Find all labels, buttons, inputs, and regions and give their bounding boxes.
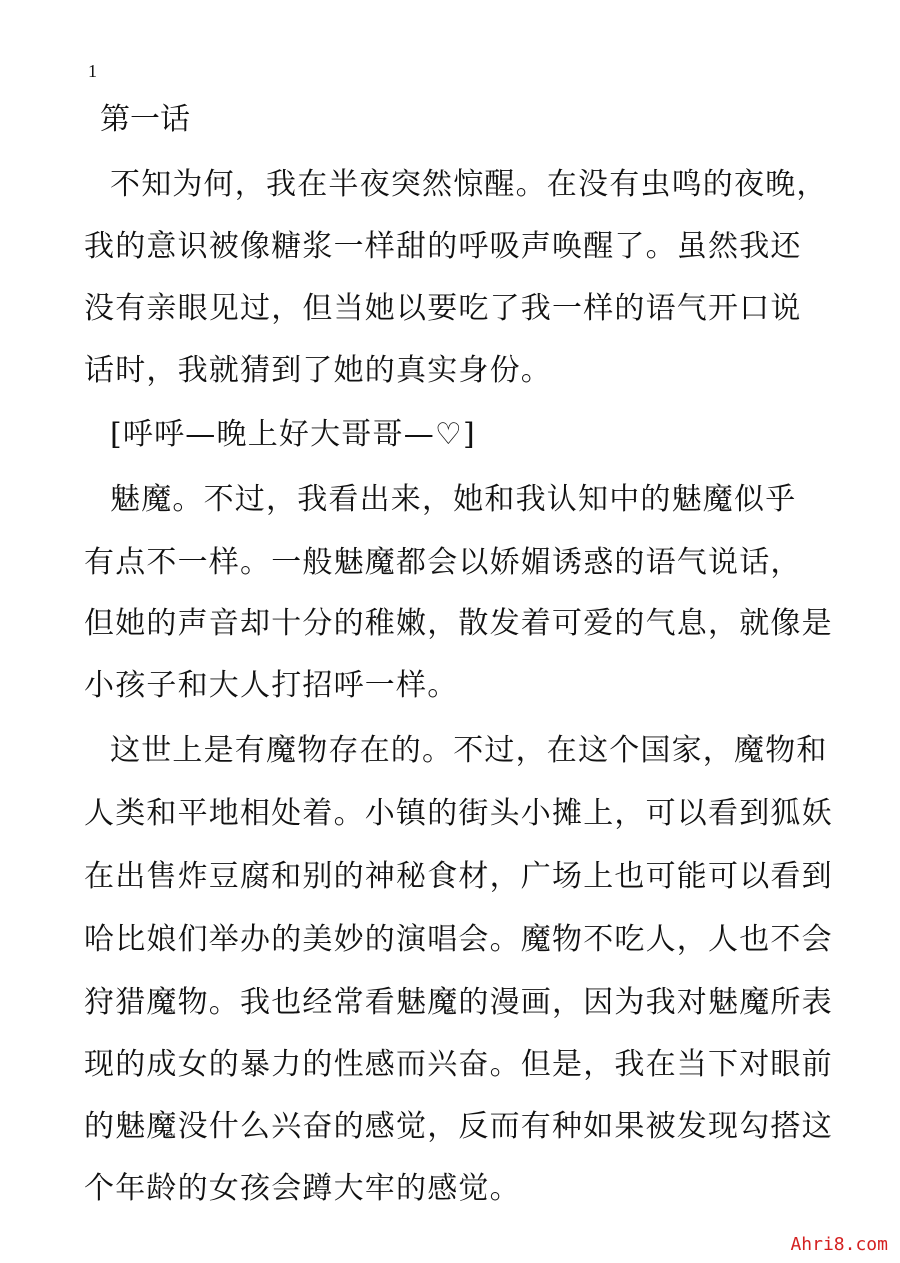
- text-line: 现的成女的暴力的性感而兴奋。但是，我在当下对眼前: [84, 1047, 833, 1082]
- text-line: 狩猎魔物。我也经常看魅魔的漫画，因为我对魅魔所表: [84, 985, 833, 1020]
- text-line: 话时，我就猜到了她的真实身份。: [84, 353, 552, 388]
- text-line: 但她的声音却十分的稚嫩，散发着可爱的气息，就像是: [84, 606, 833, 641]
- text-line: 个年龄的女孩会蹲大牢的感觉。: [84, 1171, 521, 1206]
- text-line: 在出售炸豆腐和别的神秘食材，广场上也可能可以看到: [84, 859, 833, 894]
- text-line: 小孩子和大人打招呼一样。: [84, 668, 459, 703]
- page-number: 1: [88, 61, 97, 81]
- text-line: 我的意识被像糖浆一样甜的呼吸声唤醒了。虽然我还: [84, 229, 802, 264]
- text-line: 魅魔。不过，我看出来，她和我认知中的魅魔似乎: [110, 482, 797, 517]
- text-line: 有点不一样。一般魅魔都会以娇媚诱惑的语气说话，: [84, 545, 802, 580]
- text-line: 不知为何，我在半夜突然惊醒。在没有虫鸣的夜晚，: [110, 167, 828, 202]
- text-line: 没有亲眼见过，但当她以要吃了我一样的语气开口说: [84, 291, 802, 326]
- text-line: 的魅魔没什么兴奋的感觉，反而有种如果被发现勾搭这: [84, 1109, 833, 1144]
- watermark: Ahri8.com: [790, 1234, 888, 1255]
- text-line: 哈比娘们举办的美妙的演唱会。魔物不吃人，人也不会: [84, 922, 833, 957]
- text-line: 人类和平地相处着。小镇的街头小摊上，可以看到狐妖: [84, 796, 833, 831]
- text-line: 这世上是有魔物存在的。不过，在这个国家，魔物和: [110, 733, 828, 768]
- chapter-title: 第一话: [100, 102, 190, 137]
- dialogue-line: [呼呼—晚上好大哥哥—♡]: [110, 417, 476, 452]
